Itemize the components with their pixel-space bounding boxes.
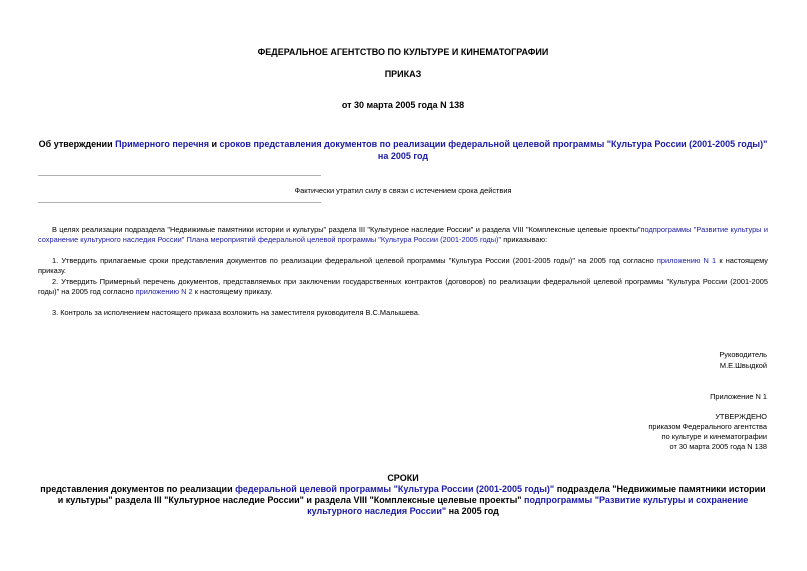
approved-line-2: по культуре и кинематографии [661,432,767,441]
title-link-deadlines[interactable]: сроков представления документов по реализации федеральной целевой программы "Культура России (2001-2005 годы)" на 2005 год [219,139,768,161]
appendix-1-link[interactable]: приложению N 1 [656,256,717,265]
signature-name: М.Е.Швыдкой [719,361,767,370]
section-subtitle: представления документов по реализации федеральной целевой программы "Культура России (2001-2005 годы)" подраздела "Недвижимые памятники истории и культуры" раздела III "Культурное наследие России" и раздела VIII "Комплексные целевые проекты" подпрограммы "Развитие культуры и сохранение культурного наследия России" на 2005 год [40,484,766,516]
document-title [38,138,768,162]
preamble-link-subprogram[interactable]: подпрограммы "Развитие культуры и сохранение культурного наследия России" [38,225,768,244]
signature-role: Руководитель [719,350,767,359]
approved-line-1: приказом Федерального агентства [648,422,767,431]
doc-type-heading: ПРИКАЗ [384,69,422,79]
item-2-paragraph: 2. Утвердить Примерный перечень документов, представляемых при заключении государственных контрактов (договоров) по реализации федеральной целевой программы "Культура России (2001-2005 годы)" на 2005 год согласно приложению N 2 к настоящему приказу. [38,277,768,296]
title-text-2: и [208,139,220,149]
preamble-text-3: приказываю: [501,235,548,244]
preamble-paragraph [38,225,768,245]
item-3-paragraph: 3. Контроль за исполнением настоящего приказа возложить на заместителя руководителя В.С.Малышева. [52,308,420,317]
section-heading: СРОКИ [387,473,419,483]
title-text-1: Об утверждении [38,139,116,149]
preamble-link-plan[interactable]: Плана мероприятий федеральной целевой программы "Культура России (2001-2005 годы)" [186,235,502,244]
item-1-paragraph: 1. Утвердить прилагаемые сроки представления документов по реализации федеральной целевой программы "Культура России (2001-2005 годы)" на 2005 год согласно приложению N 1 к настоящему приказу. [38,256,768,275]
section-link-subprogram[interactable]: подпрограммы "Развитие культуры и сохранение культурного наследия России" [307,495,749,516]
approved-label: УТВЕРЖДЕНО [715,412,767,421]
section-link-program[interactable]: федеральной целевой программы "Культура России (2001-2005 годы)" [235,484,555,494]
appendix-2-link[interactable]: приложению N 2 [135,287,193,296]
approved-line-3: от 30 марта 2005 года N 138 [669,442,767,451]
title-link-list[interactable]: Примерного перечня [115,139,209,149]
agency-title: ФЕДЕРАЛЬНОЕ АГЕНТСТВО ПО КУЛЬТУРЕ И КИНЕМАТОГРАФИИ [257,47,549,57]
date-number: от 30 марта 2005 года N 138 [341,100,465,110]
appendix-label: Приложение N 1 [710,392,767,401]
divider-bottom [38,202,321,203]
status-note: Фактически утратил силу в связи с истечением срока действия [294,186,512,195]
preamble-text-1: В целях реализации подраздела "Недвижимые памятники истории и культуры" раздела III "Культурное наследие России" и раздела VIII "Комплексные целевые проекты" [52,225,641,234]
divider-top [38,175,321,176]
